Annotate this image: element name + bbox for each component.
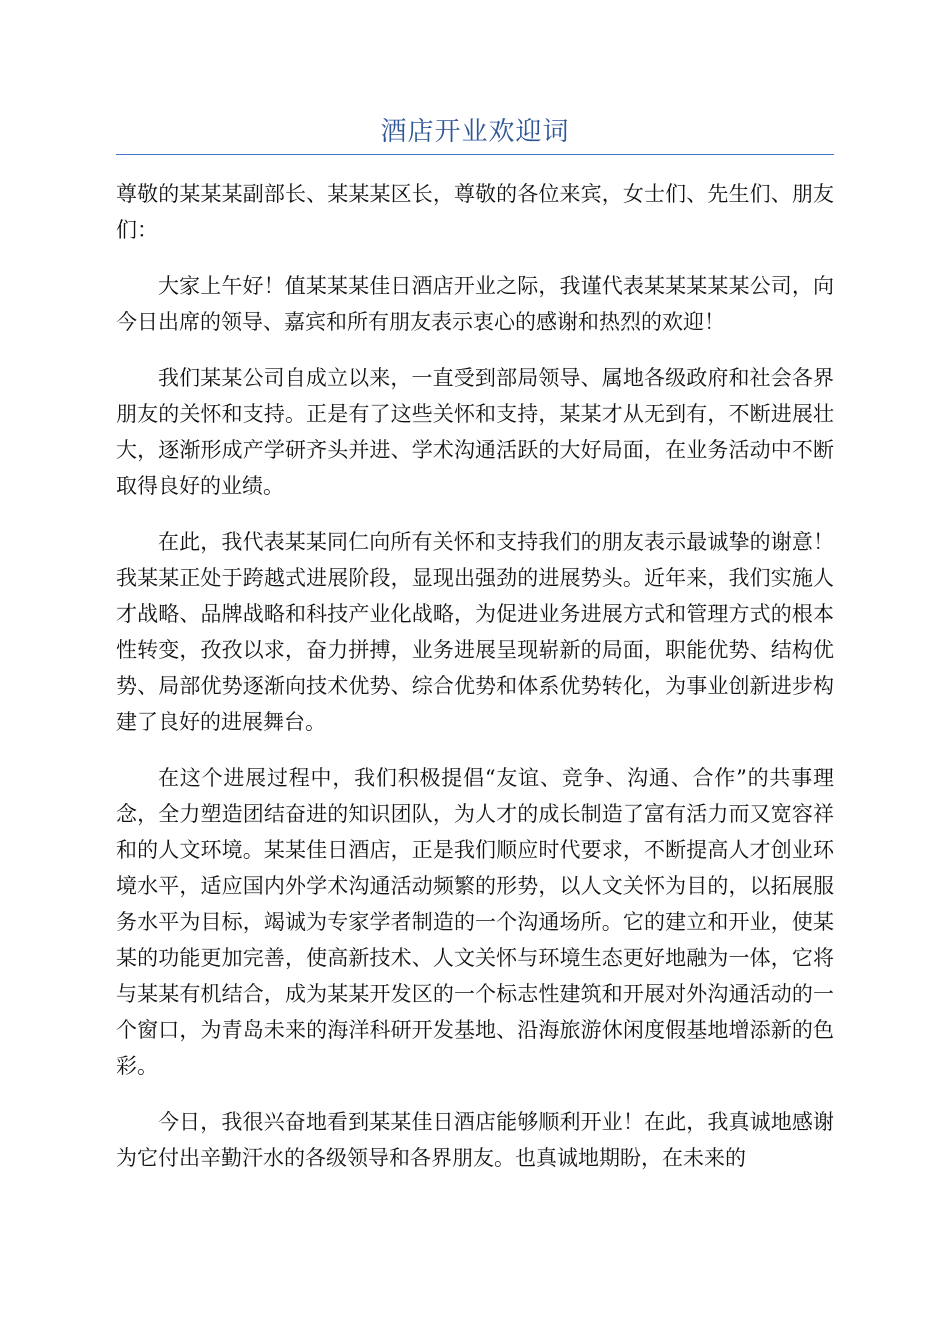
paragraph-hotel-purpose: 在这个进展过程中，我们积极提倡“友谊、竞争、沟通、合作”的共事理念，全力塑造团结奋进的知识团队，为人才的成长制造了富有活力而又宽容祥和的人文环境。某某佳日酒店，正是我们顺应时代要求，不断提高人才创业环境水平，适应国内外学术沟通活动频繁的形势，以人文关怀为目的，以拓展服务水平为目标，竭诚为专家学者制造的一个沟通场所。它的建立和开业，使某某的功能更加完善，使高新技术、人文关怀与环境生态更好地融为一体，它将与某某有机结合，成为某某开发区的一个标志性建筑和开展对外沟通活动的一个窗口，为青岛未来的海洋科研开发基地、沿海旅游休闲度假基地增添新的色彩。 bbox=[116, 766, 834, 1078]
title-underline bbox=[116, 154, 834, 155]
salutation: 尊敬的某某某副部长、某某某区长，尊敬的各位来宾，女士们、先生们、朋友们： bbox=[116, 182, 834, 242]
paragraph-greeting: 大家上午好！值某某某佳日酒店开业之际，我谨代表某某某某某公司，向今日出席的领导、嘉宾和所有朋友表示衷心的感谢和热烈的欢迎！ bbox=[116, 274, 834, 334]
document-body bbox=[116, 176, 834, 1196]
paragraph-company-history: 我们某某公司自成立以来，一直受到部局领导、属地各级政府和社会各界朋友的关怀和支持。正是有了这些关怀和支持，某某才从无到有，不断进展壮大，逐渐形成产学研齐头并进、学术沟通活跃的大好局面，在业务活动中不断取得良好的业绩。 bbox=[116, 366, 834, 498]
paragraph-gratitude: 在此，我代表某某同仁向所有关怀和支持我们的朋友表示最诚挚的谢意！我某某正处于跨越式进展阶段，显现出强劲的进展势头。近年来，我们实施人才战略、品牌战略和科技产业化战略，为促进业务进展方式和管理方式的根本性转变，孜孜以求，奋力拼搏，业务进展呈现崭新的局面，职能优势、结构优势、局部优势逐渐向技术优势、综合优势和体系优势转化，为事业创新进步构建了良好的进展舞台。 bbox=[116, 530, 834, 734]
document-title: 酒店开业欢迎词 bbox=[380, 117, 570, 147]
paragraph-closing: 今日，我很兴奋地看到某某佳日酒店能够顺利开业！在此，我真诚地感谢为它付出辛勤汗水的各级领导和各界朋友。也真诚地期盼，在未来的 bbox=[116, 1110, 834, 1170]
